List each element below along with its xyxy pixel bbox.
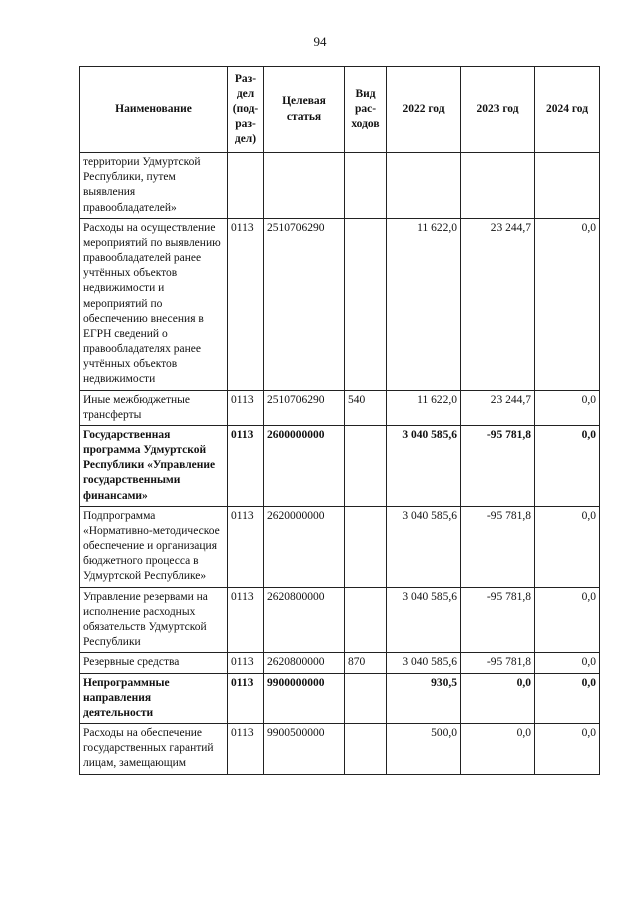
row-value-2022: 11 622,0 (387, 390, 461, 425)
header-2024: 2024 год (535, 67, 600, 153)
row-value-2024: 0,0 (535, 218, 600, 390)
table-row (80, 506, 600, 587)
row-value-2022: 930,5 (387, 673, 461, 724)
row-value-2022: 500,0 (387, 724, 461, 775)
row-expense-type (345, 673, 387, 724)
row-name: Государственная программа Удмуртской Республики «Управление государственными финансами» (80, 425, 228, 506)
table-header-row (80, 67, 600, 153)
row-expense-type (345, 218, 387, 390)
row-value-2024: 0,0 (535, 653, 600, 673)
row-value-2024 (535, 153, 600, 219)
row-section: 0113 (228, 425, 264, 506)
row-value-2022: 3 040 585,6 (387, 653, 461, 673)
row-value-2022: 3 040 585,6 (387, 425, 461, 506)
row-target-article: 2510706290 (264, 390, 345, 425)
row-value-2022: 3 040 585,6 (387, 506, 461, 587)
row-value-2023: 0,0 (461, 724, 535, 775)
table-row (80, 587, 600, 653)
row-value-2023: 0,0 (461, 673, 535, 724)
table-row (80, 218, 600, 390)
row-expense-type (345, 425, 387, 506)
row-section: 0113 (228, 673, 264, 724)
row-value-2023: -95 781,8 (461, 506, 535, 587)
row-target-article: 2600000000 (264, 425, 345, 506)
row-target-article: 2620800000 (264, 653, 345, 673)
row-expense-type: 870 (345, 653, 387, 673)
row-value-2024: 0,0 (535, 724, 600, 775)
row-target-article: 2620800000 (264, 587, 345, 653)
row-name: Расходы на обеспечение государственных гарантий лицам, замещающим (80, 724, 228, 775)
row-section (228, 153, 264, 219)
table-row (80, 390, 600, 425)
row-name: Расходы на осуществление мероприятий по выявлению правообладателей ранее учтённых объектов недвижимости и мероприятий по обеспечению внесения в ЕГРН сведений о правообладателях ранее учтённых объектов недвижимости (80, 218, 228, 390)
row-expense-type: 540 (345, 390, 387, 425)
row-target-article (264, 153, 345, 219)
row-value-2022: 3 040 585,6 (387, 587, 461, 653)
row-section: 0113 (228, 390, 264, 425)
row-name: территории Удмуртской Республики, путем выявления правообладателей» (80, 153, 228, 219)
row-value-2023: -95 781,8 (461, 653, 535, 673)
row-expense-type (345, 587, 387, 653)
budget-table (79, 66, 600, 775)
row-section: 0113 (228, 653, 264, 673)
table-body (80, 153, 600, 775)
header-target: Целевая статья (264, 67, 345, 153)
row-name: Управление резервами на исполнение расходных обязательств Удмуртской Республики (80, 587, 228, 653)
page-number: 94 (313, 34, 327, 49)
row-value-2024: 0,0 (535, 673, 600, 724)
row-value-2023: 23 244,7 (461, 390, 535, 425)
header-2023: 2023 год (461, 67, 535, 153)
row-value-2022 (387, 153, 461, 219)
row-value-2023: -95 781,8 (461, 425, 535, 506)
row-target-article: 9900500000 (264, 724, 345, 775)
row-target-article: 9900000000 (264, 673, 345, 724)
row-value-2024: 0,0 (535, 390, 600, 425)
table-row (80, 653, 600, 673)
row-expense-type (345, 153, 387, 219)
row-expense-type (345, 724, 387, 775)
header-2022: 2022 год (387, 67, 461, 153)
header-type: Вид рас- ходов (345, 67, 387, 153)
row-name: Резервные средства (80, 653, 228, 673)
row-name: Подпрограмма «Нормативно-методическое обеспечение и организация бюджетного процесса в Удмуртской Республике» (80, 506, 228, 587)
row-section: 0113 (228, 587, 264, 653)
row-value-2023: -95 781,8 (461, 587, 535, 653)
row-value-2024: 0,0 (535, 506, 600, 587)
row-value-2023: 23 244,7 (461, 218, 535, 390)
row-value-2024: 0,0 (535, 425, 600, 506)
row-value-2023 (461, 153, 535, 219)
row-name: Непрограммные направления деятельности (80, 673, 228, 724)
header-section: Раз- дел (под- раз- дел) (228, 67, 264, 153)
row-target-article: 2510706290 (264, 218, 345, 390)
header-name: Наименование (80, 67, 228, 153)
row-section: 0113 (228, 724, 264, 775)
table-row (80, 724, 600, 775)
table-row (80, 153, 600, 219)
row-value-2022: 11 622,0 (387, 218, 461, 390)
row-section: 0113 (228, 506, 264, 587)
row-section: 0113 (228, 218, 264, 390)
row-expense-type (345, 506, 387, 587)
row-name: Иные межбюджетные трансферты (80, 390, 228, 425)
row-target-article: 2620000000 (264, 506, 345, 587)
table-row (80, 673, 600, 724)
table-row (80, 425, 600, 506)
row-value-2024: 0,0 (535, 587, 600, 653)
